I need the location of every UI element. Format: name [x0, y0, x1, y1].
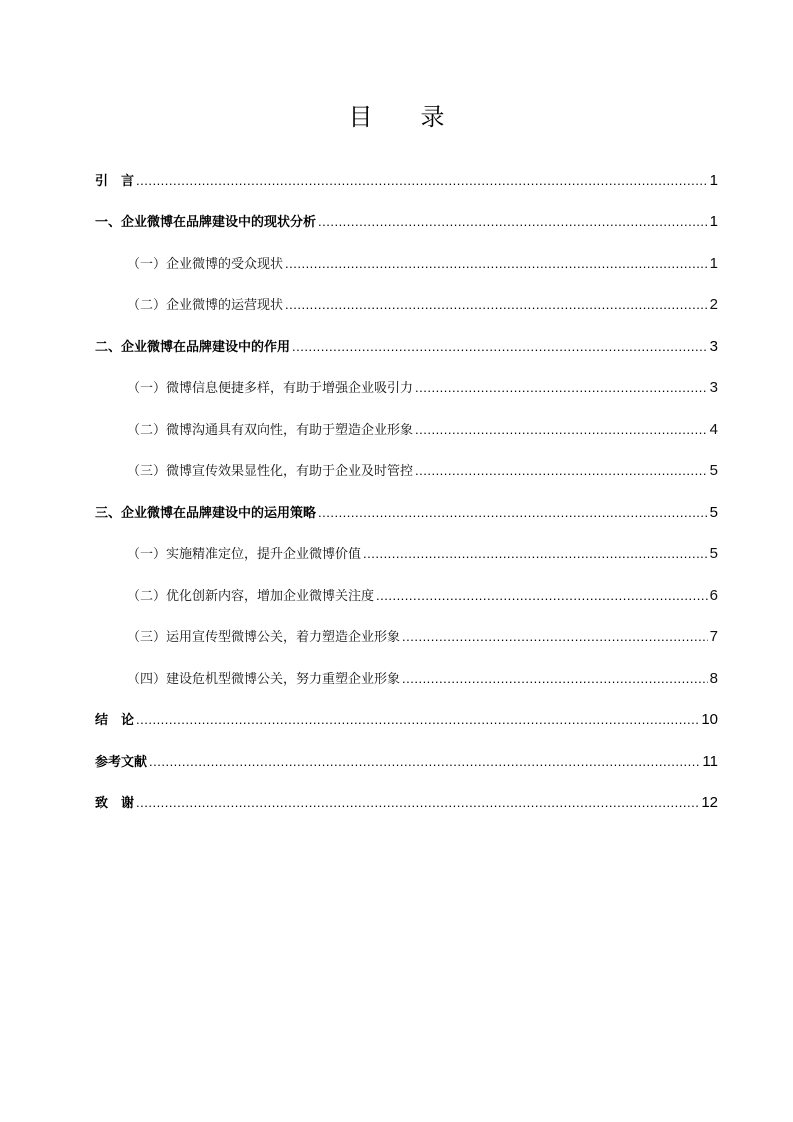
toc-entry-label: （三）运用宣传型微博公关，着力塑造企业形象 — [127, 630, 401, 645]
dot-leader — [318, 501, 708, 525]
page-title — [0, 100, 793, 134]
toc-entry-acknowledgements[interactable] — [95, 791, 718, 815]
toc-entry-label: （二）企业微博的运营现状 — [127, 298, 284, 313]
toc-entry-page-number: 11 — [702, 753, 718, 770]
toc-entry-label: （二）微博沟通具有双向性，有助于塑造企业形象 — [127, 423, 414, 438]
toc-entry-section-3-1[interactable] — [127, 542, 718, 566]
toc-entry-label: 引 言 — [95, 174, 135, 189]
toc-entry-references[interactable] — [95, 750, 718, 774]
dot-leader — [136, 708, 699, 732]
dot-leader — [285, 293, 708, 317]
toc-entry-conclusion[interactable] — [95, 708, 718, 732]
toc-entry-page-number: 2 — [709, 296, 718, 313]
toc-entry-label: 一、企业微博在品牌建设中的现状分析 — [95, 215, 317, 230]
toc-entry-section-1-2[interactable] — [127, 293, 718, 317]
toc-entry-page-number: 5 — [709, 545, 718, 562]
toc-entry-page-number: 12 — [701, 794, 718, 811]
dot-leader — [149, 750, 700, 774]
dot-leader — [136, 169, 708, 193]
dot-leader — [136, 791, 699, 815]
toc-entry-section-2-1[interactable] — [127, 376, 718, 400]
dot-leader — [285, 252, 708, 276]
toc-entry-label: 参考文献 — [95, 755, 148, 770]
toc-entry-page-number: 1 — [709, 213, 718, 230]
dot-leader — [363, 542, 708, 566]
toc-entry-section-3-3[interactable] — [127, 625, 718, 649]
toc-entry-label: 二、企业微博在品牌建设中的作用 — [95, 340, 291, 355]
dot-leader — [376, 584, 708, 608]
page-title-part1: 目 — [348, 103, 373, 131]
toc-entry-label: （二）优化创新内容，增加企业微博关注度 — [127, 589, 375, 604]
toc-entry-label: 结 论 — [95, 713, 135, 728]
toc-entry-page-number: 1 — [709, 255, 718, 272]
toc-entry-section-3-2[interactable] — [127, 584, 718, 608]
toc-entry-page-number: 1 — [709, 172, 718, 189]
toc-entry-section-2-2[interactable] — [127, 418, 718, 442]
page-title-part2: 录 — [420, 103, 445, 131]
dot-leader — [415, 459, 708, 483]
dot-leader — [292, 335, 708, 359]
toc-entry-introduction[interactable] — [95, 169, 718, 193]
toc-entry-page-number: 3 — [709, 379, 718, 396]
toc-entry-label: （一）微博信息便捷多样，有助于增强企业吸引力 — [127, 381, 414, 396]
toc-entry-page-number: 4 — [709, 421, 718, 438]
toc-entry-chapter-1[interactable] — [95, 210, 718, 234]
toc-entry-label: 致 谢 — [95, 796, 135, 811]
toc-entry-section-3-4[interactable] — [127, 667, 718, 691]
toc-entry-page-number: 6 — [709, 587, 718, 604]
toc-entry-page-number: 5 — [709, 504, 718, 521]
toc-entry-label: （一）企业微博的受众现状 — [127, 257, 284, 272]
toc-entry-label: （一）实施精准定位，提升企业微博价值 — [127, 547, 362, 562]
dot-leader — [415, 418, 708, 442]
toc-entry-section-2-3[interactable] — [127, 459, 718, 483]
toc-entry-chapter-3[interactable] — [95, 501, 718, 525]
toc-entry-chapter-2[interactable] — [95, 335, 718, 359]
toc-entry-label: 三、企业微博在品牌建设中的运用策略 — [95, 506, 317, 521]
dot-leader — [318, 210, 708, 234]
dot-leader — [402, 667, 708, 691]
toc-entry-page-number: 8 — [709, 670, 718, 687]
toc-entry-page-number: 7 — [709, 628, 718, 645]
toc-entry-label: （三）微博宣传效果显性化，有助于企业及时管控 — [127, 464, 414, 479]
dot-leader — [402, 625, 708, 649]
dot-leader — [415, 376, 708, 400]
toc-entry-section-1-1[interactable] — [127, 252, 718, 276]
toc-entry-label: （四）建设危机型微博公关，努力重塑企业形象 — [127, 672, 401, 687]
toc-entry-page-number: 10 — [701, 711, 718, 728]
toc-entry-page-number: 5 — [709, 462, 718, 479]
toc-entry-page-number: 3 — [709, 338, 718, 355]
